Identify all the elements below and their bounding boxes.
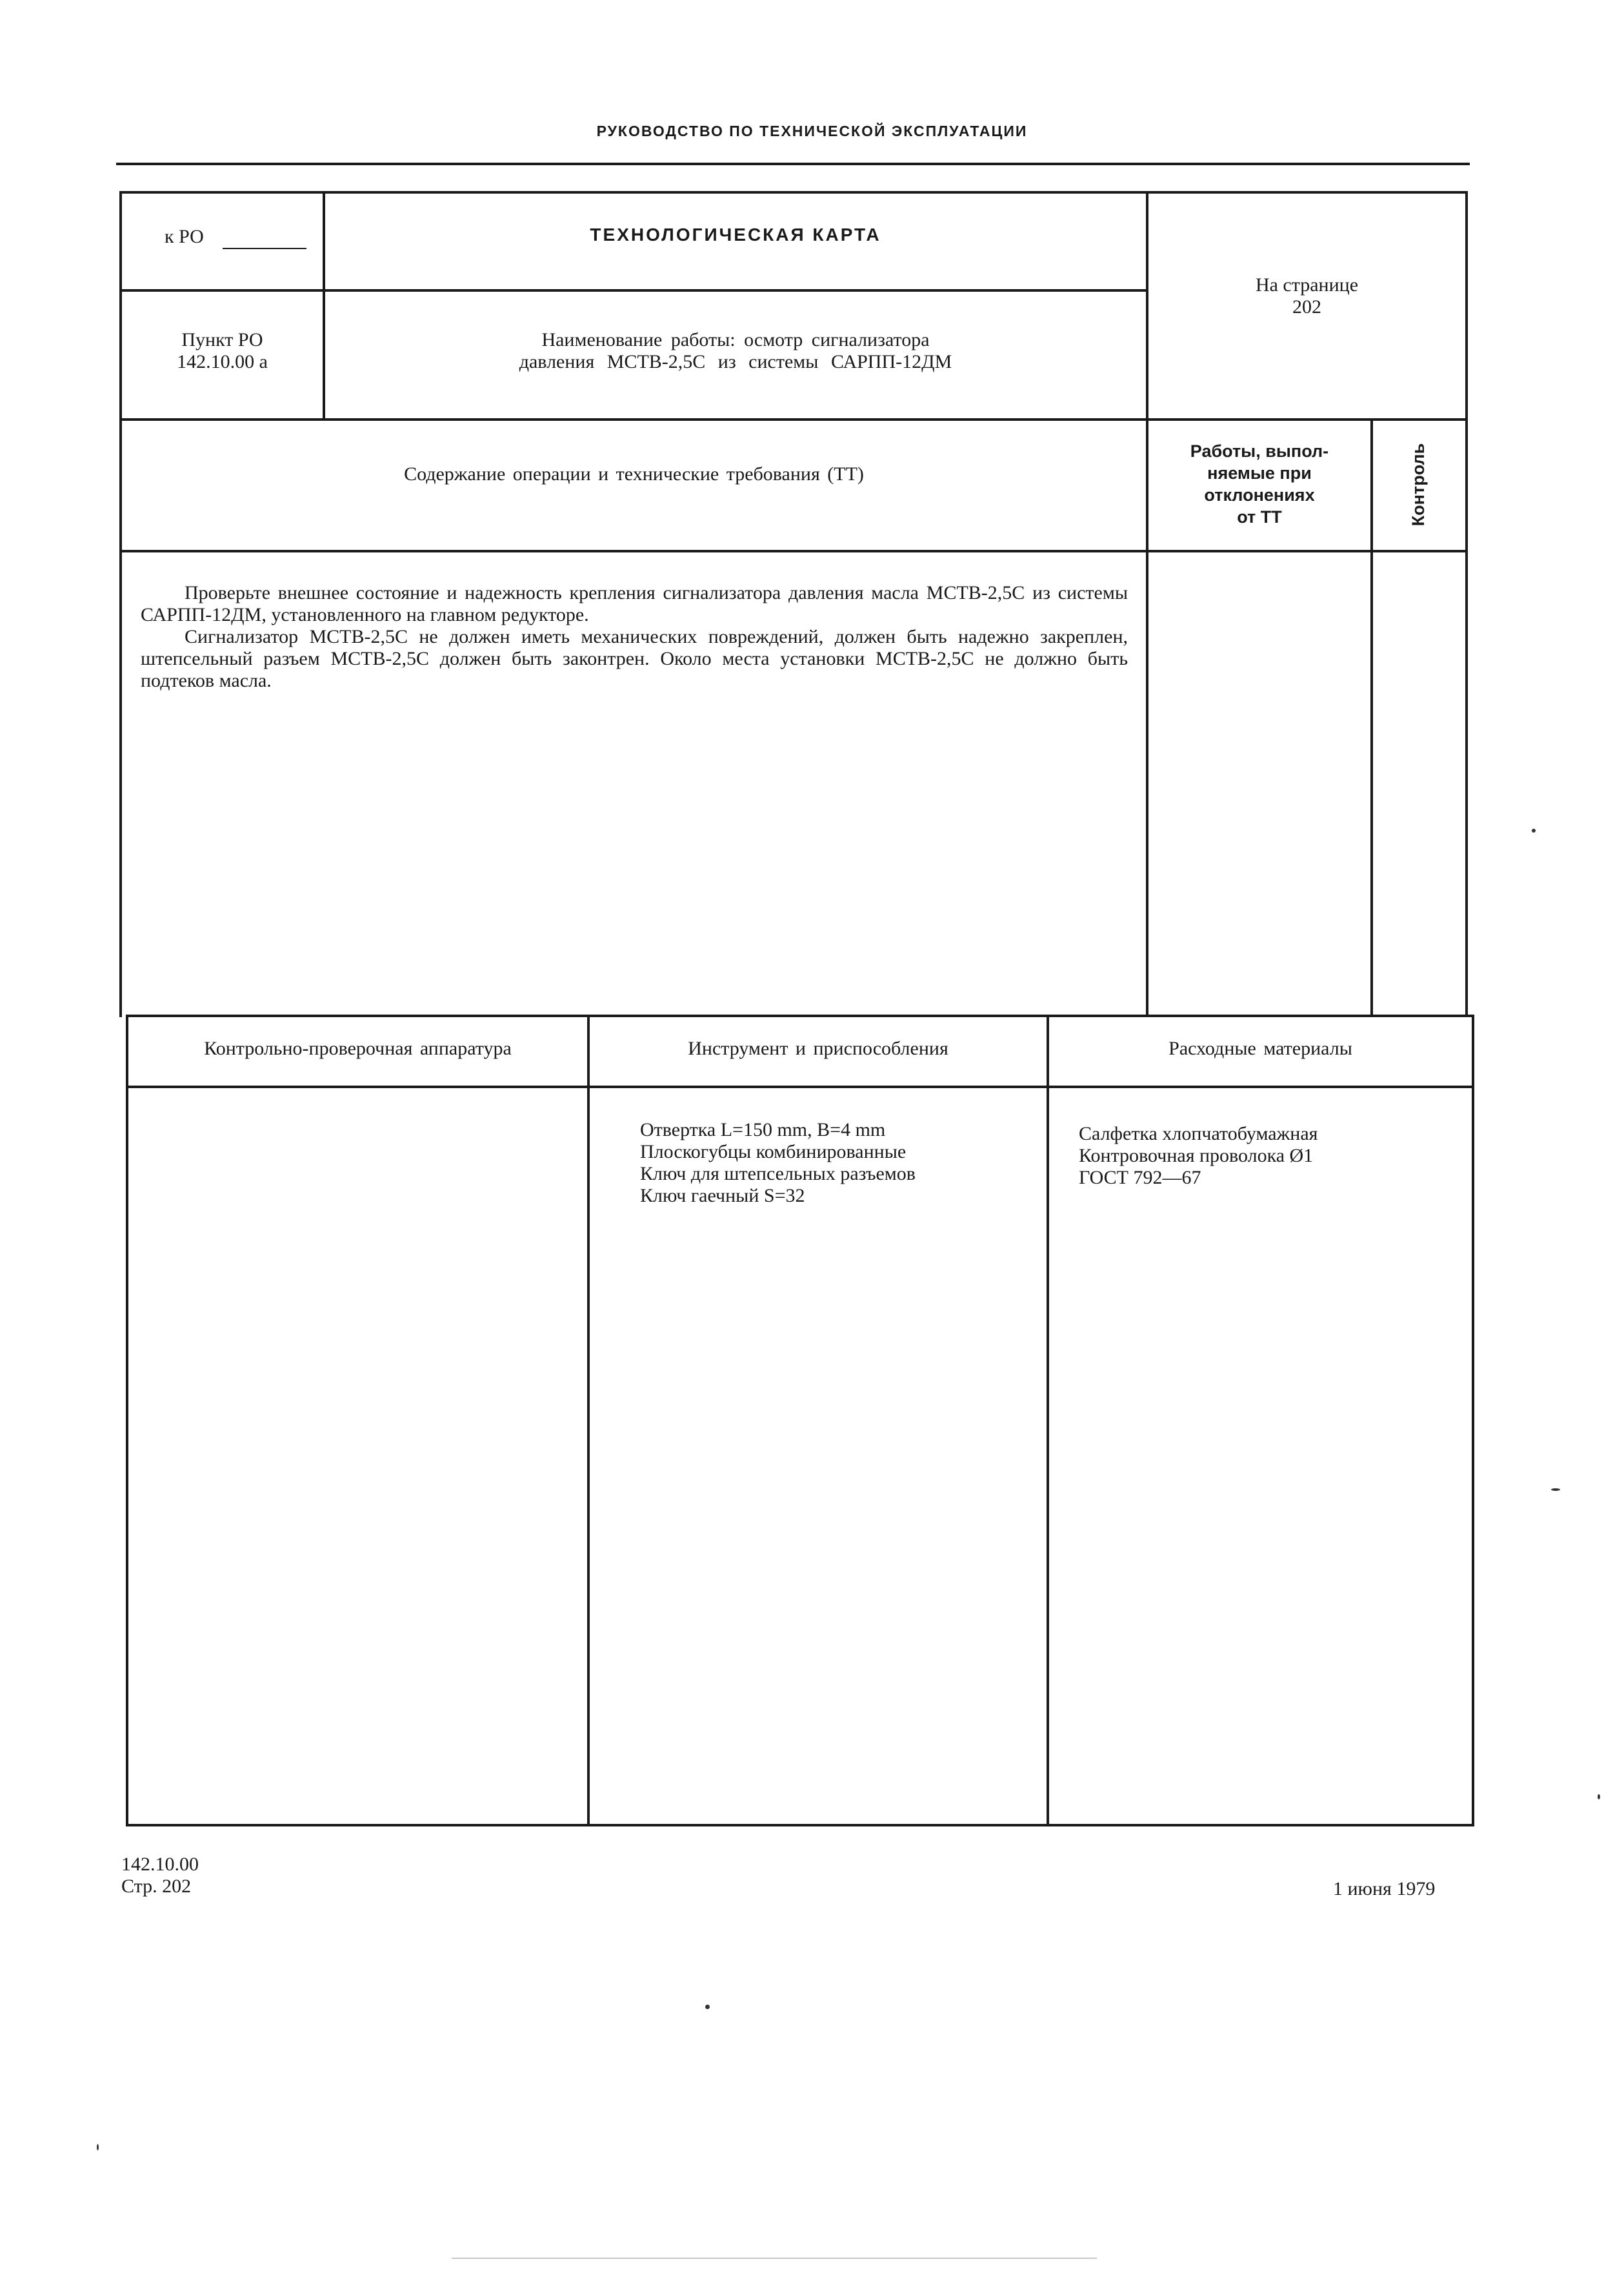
scan-speck — [1532, 829, 1536, 833]
operations-paragraph-2: Сигнализатор МСТВ-2,5С не должен иметь механических повреждений, должен быть надежно закреплен, штепсельный разъем МСТВ-2,5С должен быть законтрен. Около места установки МСТВ-2,5С не должно быть подтеков масла. — [141, 626, 1128, 691]
ref-label: к РО — [165, 226, 204, 247]
control-column-divider — [1370, 418, 1373, 1017]
work-name-line1: Наименование работы: осмотр сигнализатора — [541, 329, 930, 350]
list-item: ГОСТ 792—67 — [1079, 1167, 1201, 1188]
footer-page-ref: Стр. 202 — [121, 1876, 192, 1897]
footer-date: 1 июня 1979 — [1333, 1878, 1436, 1899]
page-label: На странице — [1255, 274, 1359, 296]
list-item: Ключ гаечный S=32 — [640, 1185, 805, 1206]
running-head: РУКОВОДСТВО ПО ТЕХНИЧЕСКОЙ ЭКСПЛУАТАЦИИ — [596, 123, 1028, 139]
footer-doc-number: 142.10.00 — [121, 1854, 199, 1875]
control-header: Контроль — [1408, 443, 1428, 527]
ref-blank-line — [223, 248, 306, 249]
card-title: ТЕХНОЛОГИЧЕСКАЯ КАРТА — [590, 225, 881, 245]
scan-streak — [452, 2258, 1097, 2259]
tools-list — [640, 1119, 916, 1207]
page-number: 202 — [1292, 296, 1321, 318]
materials-list — [1079, 1123, 1318, 1189]
operations-header-rule — [119, 550, 1468, 552]
scan-speck — [1551, 1488, 1560, 1491]
header-rule — [116, 163, 1470, 165]
scan-speck — [1598, 1794, 1600, 1799]
operations-paragraph-1: Проверьте внешнее состояние и надежность крепления сигнализатора давления масла МСТВ-2,5С из системы САРПП-12ДМ, установленного на главном редукторе. — [141, 582, 1128, 625]
list-item: Контровочная проволока Ø1 — [1079, 1145, 1314, 1166]
list-item: Салфетка хлопчатобумажная — [1079, 1123, 1318, 1144]
scan-speck — [705, 2005, 710, 2009]
list-item: Отвертка L=150 mm, B=4 mm — [640, 1119, 886, 1140]
item-label: Пункт РО — [181, 329, 263, 350]
deviation-header: Работы, выпол- няемые при отклонениях от ТТ — [1190, 441, 1329, 527]
scan-speck — [97, 2144, 99, 2150]
equipment-col2-header: Инструмент и приспособления — [688, 1038, 948, 1059]
item-number: 142.10.00 а — [177, 351, 268, 372]
list-item: Ключ для штепсельных разъемов — [640, 1163, 916, 1184]
operations-header: Содержание операции и технические требования (ТТ) — [404, 463, 864, 485]
equipment-col3-header: Расходные материалы — [1168, 1038, 1352, 1059]
work-name-line2: давления МСТВ-2,5С из системы САРПП-12ДМ — [519, 351, 952, 372]
equipment-col1-header: Контрольно-проверочная аппаратура — [204, 1038, 512, 1059]
list-item: Плоскогубцы комбинированные — [640, 1141, 907, 1162]
